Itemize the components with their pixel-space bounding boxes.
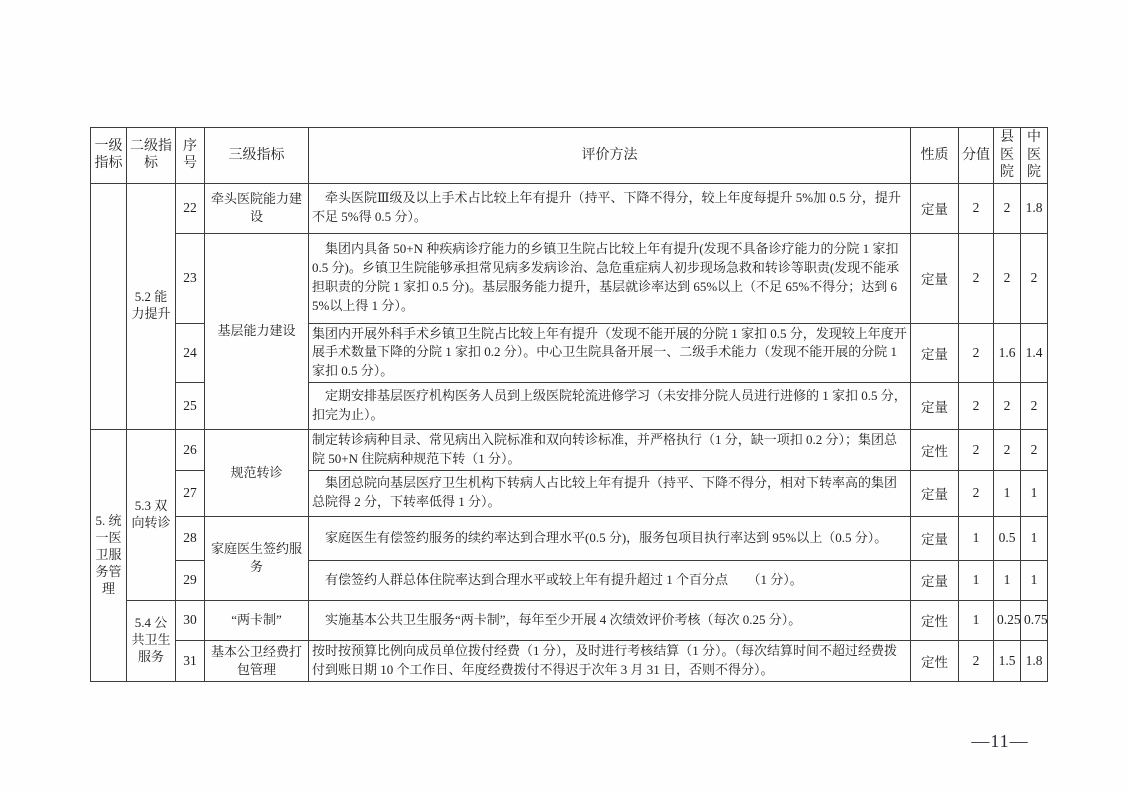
cell-tcm-24: 1.4 xyxy=(1021,323,1048,383)
cell-level2-5-3: 5.3 双向转诊 xyxy=(127,430,176,601)
cell-county-30: 0.25 xyxy=(994,600,1021,640)
cell-county-26: 2 xyxy=(994,430,1021,471)
table-row xyxy=(91,516,1048,560)
cell-nature-23: 定量 xyxy=(911,233,959,323)
cell-method-23: 集团内具备 50+N 种疾病诊疗能力的乡镇卫生院占比较上年有提升(发现不具备诊疗能力的分院 1 家扣 0.5 分)。乡镇卫生院能够承担常见病多发病诊治、急危重症病人初步现场急救和转诊等职责(发现不能承担职责的分院 1 家扣 0.5 分)。基层服务能力提升，基层就诊率达到 65%以上（不足 65%不得分；达到 65%以上得 1 分）。 xyxy=(309,233,911,323)
cell-method-22: 牵头医院Ⅲ级及以上手术占比较上年有提升（持平、下降不得分，较上年度每提升 5%加 0.5 分，提升不足 5%得 0.5 分）。 xyxy=(309,183,911,233)
cell-level3-referral: 规范转诊 xyxy=(205,430,309,517)
cell-level3-grassroots: 基层能力建设 xyxy=(205,233,309,430)
cell-level1-empty xyxy=(91,183,127,430)
cell-score-26: 2 xyxy=(959,430,994,471)
cell-score-22: 2 xyxy=(959,183,994,233)
cell-seq-26: 26 xyxy=(176,430,205,471)
cell-level2-5-2: 5.2 能力提升 xyxy=(127,183,176,430)
cell-score-24: 2 xyxy=(959,323,994,383)
cell-county-22: 2 xyxy=(994,183,1021,233)
cell-seq-31: 31 xyxy=(176,640,205,681)
cell-level3-two-card: “两卡制” xyxy=(205,600,309,640)
cell-seq-22: 22 xyxy=(176,183,205,233)
cell-nature-25: 定量 xyxy=(911,383,959,430)
cell-method-24: 集团内开展外科手术乡镇卫生院占比较上年有提升（发现不能开展的分院 1 家扣 0.5 分，发现较上年度开展手术数量下降的分院 1 家扣 0.2 分）。中心卫生院具备开展一、二级手术能力（发现不能开展的分院 1 家扣 0.5 分）。 xyxy=(309,323,911,383)
cell-nature-30: 定性 xyxy=(911,600,959,640)
table-row xyxy=(91,233,1048,323)
header-method: 评价方法 xyxy=(309,128,911,184)
cell-nature-22: 定量 xyxy=(911,183,959,233)
table-header-row xyxy=(91,128,1048,184)
cell-county-23: 2 xyxy=(994,233,1021,323)
cell-tcm-23: 2 xyxy=(1021,233,1048,323)
table-row xyxy=(91,430,1048,471)
header-score: 分值 xyxy=(959,128,994,184)
cell-seq-23: 23 xyxy=(176,233,205,323)
cell-county-28: 0.5 xyxy=(994,516,1021,560)
cell-score-25: 2 xyxy=(959,383,994,430)
cell-seq-29: 29 xyxy=(176,560,205,600)
cell-tcm-28: 1 xyxy=(1021,516,1048,560)
cell-nature-28: 定量 xyxy=(911,516,959,560)
cell-seq-24: 24 xyxy=(176,323,205,383)
header-level2: 二级指标 xyxy=(127,128,176,184)
cell-tcm-25: 2 xyxy=(1021,383,1048,430)
indicator-evaluation-table xyxy=(90,127,1048,682)
cell-method-25: 定期安排基层医疗机构医务人员到上级医院轮流进修学习（未安排分院人员进行进修的 1 家扣 0.5 分，扣完为止）。 xyxy=(309,383,911,430)
cell-method-29: 有偿签约人群总体住院率达到合理水平或较上年有提升超过 1 个百分点 （1 分）。 xyxy=(309,560,911,600)
cell-nature-31: 定性 xyxy=(911,640,959,681)
cell-score-29: 1 xyxy=(959,560,994,600)
header-tcm-hospital: 中医院 xyxy=(1021,128,1048,184)
header-seq: 序号 xyxy=(176,128,205,184)
cell-county-31: 1.5 xyxy=(994,640,1021,681)
header-level1: 一级指标 xyxy=(91,128,127,184)
cell-method-28: 家庭医生有偿签约服务的续约率达到合理水平(0.5 分)，服务包项目执行率达到 95%以上（0.5 分）。 xyxy=(309,516,911,560)
table-row xyxy=(91,640,1048,681)
cell-nature-26: 定性 xyxy=(911,430,959,471)
cell-tcm-26: 2 xyxy=(1021,430,1048,471)
page-number: —11— xyxy=(971,731,1029,751)
header-nature: 性质 xyxy=(911,128,959,184)
cell-score-31: 2 xyxy=(959,640,994,681)
cell-tcm-22: 1.8 xyxy=(1021,183,1048,233)
cell-county-24: 1.6 xyxy=(994,323,1021,383)
cell-seq-28: 28 xyxy=(176,516,205,560)
cell-tcm-31: 1.8 xyxy=(1021,640,1048,681)
cell-score-28: 1 xyxy=(959,516,994,560)
table-row xyxy=(91,183,1048,233)
cell-score-30: 1 xyxy=(959,600,994,640)
cell-seq-30: 30 xyxy=(176,600,205,640)
cell-method-26: 制定转诊病种目录、常见病出入院标准和双向转诊标准，并严格执行（1 分，缺一项扣 0.2 分）；集团总院 50+N 住院病种规范下转（1 分）。 xyxy=(309,430,911,471)
cell-seq-25: 25 xyxy=(176,383,205,430)
cell-score-27: 2 xyxy=(959,470,994,516)
header-level3: 三级指标 xyxy=(205,128,309,184)
cell-nature-29: 定量 xyxy=(911,560,959,600)
cell-method-27: 集团总院向基层医疗卫生机构下转病人占比较上年有提升（持平、下降不得分，相对下转率高的集团总院得 2 分，下转率低得 1 分）。 xyxy=(309,470,911,516)
cell-nature-27: 定量 xyxy=(911,470,959,516)
cell-method-30: 实施基本公共卫生服务“两卡制”，每年至少开展 4 次绩效评价考核（每次 0.25 分）。 xyxy=(309,600,911,640)
header-county-hospital: 县医院 xyxy=(994,128,1021,184)
cell-county-25: 2 xyxy=(994,383,1021,430)
cell-tcm-27: 1 xyxy=(1021,470,1048,516)
cell-tcm-29: 1 xyxy=(1021,560,1048,600)
cell-score-23: 2 xyxy=(959,233,994,323)
cell-method-31: 按时按预算比例向成员单位拨付经费（1 分），及时进行考核结算（1 分）。（每次结算时间不超过经费拨付到账日期 10 个工作日、年度经费拨付不得迟于次年 3 月 31 日，否则不得分）。 xyxy=(309,640,911,681)
cell-seq-27: 27 xyxy=(176,470,205,516)
cell-county-29: 1 xyxy=(994,560,1021,600)
cell-level3-lead-hospital: 牵头医院能力建设 xyxy=(205,183,309,233)
cell-level1-5: 5. 统一医卫服务管理 xyxy=(91,430,127,682)
cell-level2-5-4: 5.4 公共卫生服务 xyxy=(127,600,176,681)
cell-nature-24: 定量 xyxy=(911,323,959,383)
cell-county-27: 1 xyxy=(994,470,1021,516)
table-row xyxy=(91,600,1048,640)
cell-tcm-30: 0.75 xyxy=(1021,600,1048,640)
cell-level3-family-doctor: 家庭医生签约服务 xyxy=(205,516,309,600)
cell-level3-public-health-fund: 基本公卫经费打包管理 xyxy=(205,640,309,681)
